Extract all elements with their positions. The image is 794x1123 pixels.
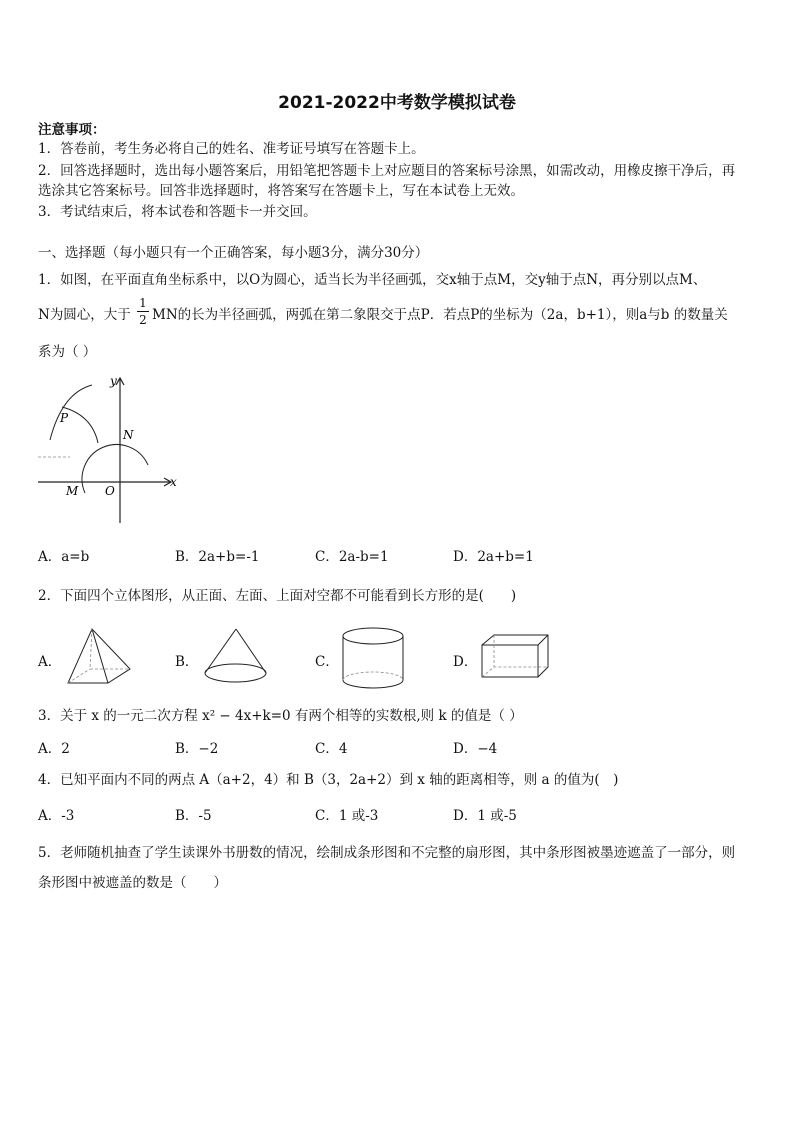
notice-item-3: 3．考试结束后，将本试卷和答题卡一并交回。: [38, 204, 317, 220]
q2-option-c-label: C．: [315, 654, 339, 670]
label-o: O: [105, 484, 115, 498]
q4-option-b: B．-5: [175, 808, 212, 824]
notice-item-2-cont: 选涂其它答案标号。回答非选择题时，将答案写在答题卡上，写在本试卷上无效。: [38, 183, 524, 199]
label-n: N: [123, 428, 134, 442]
label-x: x: [170, 475, 177, 489]
cuboid-figure: [478, 633, 552, 681]
q2-option-a-label: A．: [38, 654, 62, 670]
q2-option-b-label: B．: [175, 654, 199, 670]
pyramid-figure: [62, 627, 134, 687]
cone-figure: [200, 627, 270, 687]
frac-numerator: 1: [139, 296, 147, 310]
q3-option-b: B．−2: [175, 741, 219, 757]
notice-item-1: 1．答卷前，考生务必将自己的姓名、准考证号填写在答题卡上。: [38, 141, 425, 157]
q3-option-d: D．−4: [453, 741, 498, 757]
q1-fraction: [137, 296, 149, 327]
label-y: y: [110, 374, 117, 388]
q5-line2: 条形图中被遮盖的数是（ ）: [38, 875, 227, 891]
q2-stem: 2．下面四个立体图形，从正面、左面、上面对空都不可能看到长方形的是( ): [38, 588, 517, 604]
q1-option-b: B．2a+b=-1: [175, 549, 260, 565]
q3-option-c: C．4: [315, 741, 348, 757]
q1-coordinate-figure: [30, 365, 190, 530]
page-title: 2021-2022中考数学模拟试卷: [278, 93, 516, 113]
q4-option-c: C．1 或-3: [315, 808, 379, 824]
notice-item-2: 2．回答选择题时，选出每小题答案后，用铅笔把答题卡上对应题目的答案标号涂黑，如需改动，用橡皮擦干净后，再: [38, 163, 736, 179]
q4-stem: 4．已知平面内不同的两点 A（a+2，4）和 B（3，2a+2）到 x 轴的距离相等，则 a 的值为( ): [38, 772, 619, 788]
frac-denominator: 2: [139, 313, 147, 327]
q1-option-c: C．2a-b=1: [315, 549, 389, 565]
notice-heading: 注意事项：: [38, 122, 106, 138]
q1-option-d: D．2a+b=1: [453, 549, 534, 565]
q4-option-d: D．1 或-5: [453, 808, 517, 824]
q4-option-a: A．-3: [38, 808, 75, 824]
q1-line2b: MN的长为半径画弧，两弧在第二象限交于点P．若点P的坐标为（2a，b+1），则a与b 的数量关: [152, 307, 728, 323]
q2-option-d-label: D．: [453, 654, 478, 670]
label-m: M: [66, 484, 79, 498]
q1-line1: 1．如图，在平面直角坐标系中，以O为圆心，适当长为半径画弧，交x轴于点M，交y轴于点N，再分别以点M、: [38, 272, 707, 288]
cylinder-figure: [340, 626, 408, 692]
q3-option-a: A．2: [38, 741, 70, 757]
q5-line1: 5．老师随机抽查了学生读课外书册数的情况，绘制成条形图和不完整的扇形图，其中条形图被墨迹遮盖了一部分，则: [38, 845, 736, 861]
q1-line2a: N为圆心，大于: [38, 307, 131, 323]
q1-line3: 系为（ ）: [38, 344, 97, 360]
q3-stem: 3．关于 x 的一元二次方程 x² − 4x+k=0 有两个相等的实数根,则 k 的值是（ ）: [38, 708, 523, 724]
label-p: P: [60, 411, 69, 425]
section-heading: 一、选择题（每小题只有一个正确答案，每小题3分，满分30分）: [38, 245, 429, 261]
q1-option-a: A．a=b: [38, 549, 90, 565]
